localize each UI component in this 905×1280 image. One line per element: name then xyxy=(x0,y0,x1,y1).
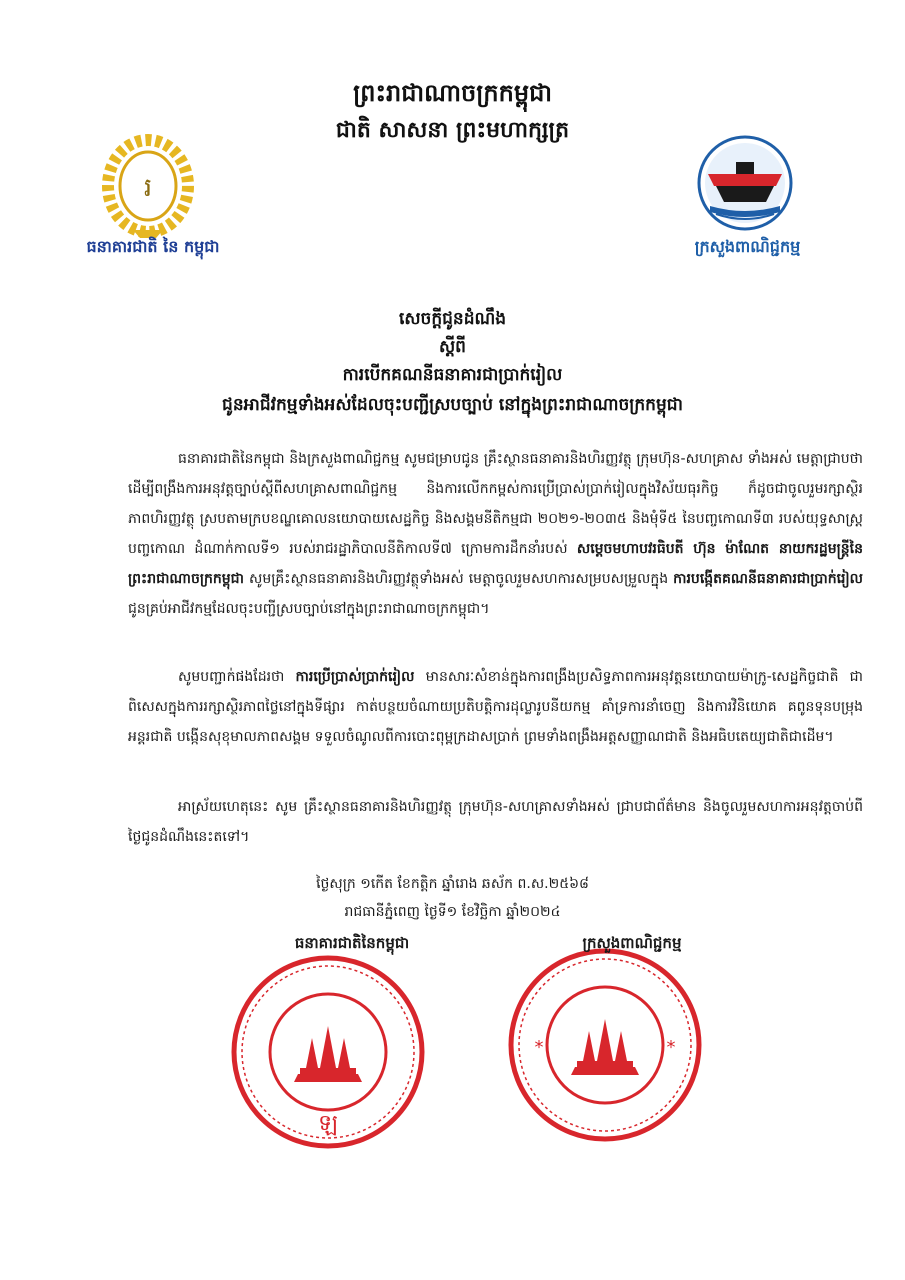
moc-emblem-icon xyxy=(696,134,794,232)
p1-text-c: សូមគ្រឹះស្ថានធនាគារនិងហិរញ្ញវត្ថុទាំងអស់ មេត្តាចូលរួមសហការសម្របសម្រួលក្នុង xyxy=(244,571,674,587)
notice-heading: សេចក្តីជូនដំណឹង xyxy=(398,309,507,329)
moc-red-seal-icon xyxy=(505,945,705,1145)
p1-text-b: សម្តេចមហាបវរធិបតី ហ៊ុន ម៉ាណែត នាយករដ្ឋមន្ត្រីនៃព្រះរាជាណាចក្រកម្ពុជា xyxy=(128,541,863,587)
body-paragraph-1 xyxy=(128,444,863,624)
p1-text-a: ធនាគារជាតិនៃកម្ពុជា និងក្រសួងពាណិជ្ជកម្ម សូមជម្រាបជូន គ្រឹះស្ថានធនាគារនិងហិរញ្ញវត្ថុ ក្រុមហ៊ុន-សហគ្រាស ទាំងអស់ មេត្តាជ្រាបថា ដើម្បីពង្រឹងការអនុវត្តច្បាប់ស្តីពីសហគ្រាសពាណិជ្ជកម្ម និងការលើកកម្ពស់ការប្រើប្រាស់ប្រាក់រៀលក្នុងវិស័យធុរកិច្ច ក៏ដូចជាចូលរួមរក្សាស្ថិរភាពហិរញ្ញវត្ថុ ស្របតាមក្របខណ្ឌគោលនយោបាយសេដ្ឋកិច្ច និងសង្គមនីតិកម្មជា ២០២១-២០៣៥ និងមុំទី៥ នៃបញ្ចកោណទី៣ របស់យុទ្ធសាស្ត្របញ្ចកោណ ដំណាក់កាលទី១ របស់រាជរដ្ឋាភិបាលនីតិកាលទី៧ ក្រោមការដឹកនាំរបស់ xyxy=(128,451,863,557)
notice-subject-detail: ជូនអាជីវកម្មទាំងអស់ដែលចុះបញ្ជីស្របច្បាប់ នៅក្នុងព្រះរាជាណាចក្រកម្ពុជា xyxy=(222,395,683,415)
nbc-org-name: ធនាគារជាតិ នៃ កម្ពុជា xyxy=(86,237,220,256)
svg-text:*: * xyxy=(534,1037,544,1058)
p2-text-a: សូមបញ្ជាក់ផងដែរថា xyxy=(178,669,296,685)
p3-text: អាស្រ័យហេតុនេះ សូម គ្រឹះស្ថានធនាគារនិងហិរញ្ញវត្ថុ ក្រុមហ៊ុន-សហគ្រាសទាំងអស់ ជ្រាបជាព័ត៌មាន និងចូលរួមសហការអនុវត្តចាប់ពីថ្ងៃជូនដំណឹងនេះតទៅ។ xyxy=(128,799,863,845)
kingdom-title: ព្រះរាជាណាចក្រកម្ពុជា xyxy=(353,79,552,107)
body-paragraph-2 xyxy=(128,662,863,752)
svg-text:*: * xyxy=(666,1037,676,1058)
p1-text-e: ជូនគ្រប់អាជីវកម្មដែលចុះបញ្ជីស្របច្បាប់នៅក្នុងព្រះរាជាណាចក្រកម្ពុជា។ xyxy=(128,601,490,617)
moc-org-name: ក្រសួងពាណិជ្ជកម្ម xyxy=(694,237,801,256)
national-motto: ជាតិ សាសនា ព្រះមហាក្សត្រ xyxy=(335,118,570,143)
svg-text:រ: រ xyxy=(143,173,153,203)
solar-date: រាជធានីភ្នំពេញ ថ្ងៃទី១ ខែវិច្ឆិកា ឆ្នាំ២០២៤ xyxy=(344,904,561,920)
body-paragraph-3 xyxy=(128,792,863,852)
nbc-emblem-icon xyxy=(88,134,208,244)
nbc-red-seal-icon xyxy=(228,952,428,1152)
notice-subject-label: ស្តីពី xyxy=(439,337,466,357)
lunar-date: ថ្ងៃសុក្រ ១កើត ខែកត្តិក ឆ្នាំរោង ឆស័ក ព.ស.២៥៦៨ xyxy=(316,876,589,892)
signature-moc: ក្រសួងពាណិជ្ជកម្ម xyxy=(582,934,682,952)
signature-nbc: ធនាគារជាតិនៃកម្ពុជា xyxy=(294,934,410,952)
p2-text-c: មានសារៈសំខាន់ក្នុងការពង្រឹងប្រសិទ្ធភាពការអនុវត្តនយោបាយម៉ាក្រូ-សេដ្ឋកិច្ចជាតិ ជាពិសេសក្នុងការរក្សាស្ថិរភាពថ្លៃនៅក្នុងទីផ្សារ កាត់បន្ថយចំណាយប្រតិបត្តិការដុល្លារូបនីយកម្ម គាំទ្រការនាំចេញ និងការវិនិយោគ គពូនទុនបម្រុងអន្តរជាតិ បង្កើនសុខុមាលភាពសង្គម ទទួលចំណូលពីការបោះពុម្ពក្រដាសប្រាក់ ព្រមទាំងពង្រឹងអត្តសញ្ញាណជាតិ និងអធិបតេយ្យជាតិជាដើម។ xyxy=(128,669,863,745)
p1-text-d: ការបង្កើតគណនីធនាគារជាប្រាក់រៀល xyxy=(673,571,863,587)
svg-text:ឡ: ឡ xyxy=(318,1111,338,1136)
p2-text-b: ការប្រើប្រាស់ប្រាក់រៀល xyxy=(295,669,415,685)
notice-subject: ការបើកគណនីធនាគារជាប្រាក់រៀល xyxy=(342,365,563,385)
